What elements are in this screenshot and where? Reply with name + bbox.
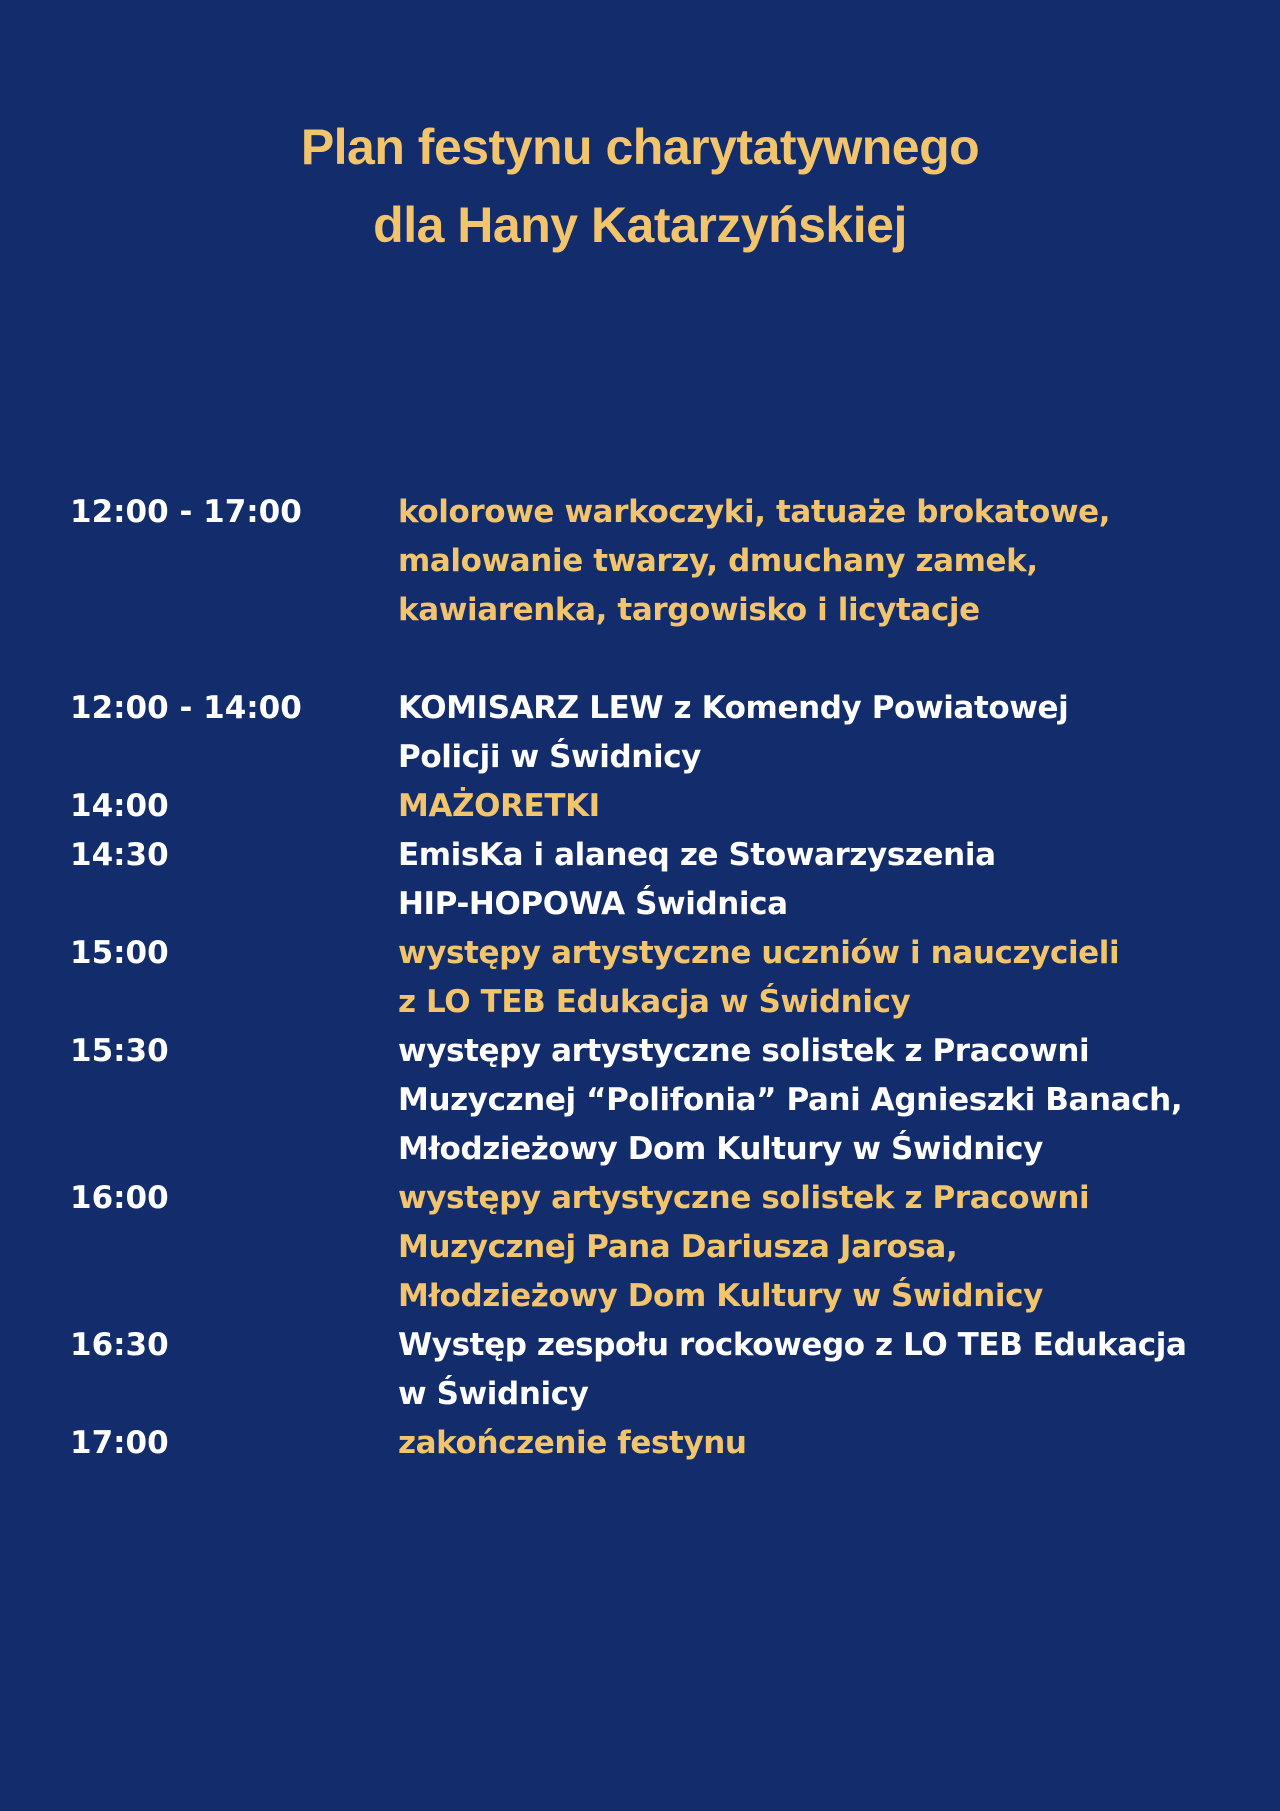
schedule-time: 16:00 bbox=[70, 1180, 169, 1216]
description-line: występy artystyczne uczniów i nauczycieli bbox=[398, 935, 1120, 971]
description-line: Występ zespołu rockowego z LO TEB Edukacja bbox=[398, 1327, 1187, 1363]
schedule-time: 14:30 bbox=[70, 837, 169, 873]
schedule-description bbox=[398, 929, 1228, 1027]
schedule-description bbox=[398, 831, 1228, 929]
description-line: Policji w Świdnicy bbox=[398, 739, 701, 775]
description-line: zakończenie festynu bbox=[398, 1425, 747, 1461]
description-line: malowanie twarzy, dmuchany zamek, bbox=[398, 543, 1038, 579]
description-line: Muzycznej Pana Dariusza Jarosa, bbox=[398, 1229, 958, 1265]
description-line: występy artystyczne solistek z Pracowni bbox=[398, 1033, 1090, 1069]
schedule-time: 15:30 bbox=[70, 1033, 169, 1069]
schedule-description bbox=[398, 488, 1228, 635]
description-line: kawiarenka, targowisko i licytacje bbox=[398, 592, 980, 628]
schedule-time: 14:00 bbox=[70, 788, 169, 824]
title-line-2: dla Hany Katarzyńskiej bbox=[373, 197, 907, 253]
description-line: EmisKa i alaneq ze Stowarzyszenia bbox=[398, 837, 996, 873]
description-line: z LO TEB Edukacja w Świdnicy bbox=[398, 984, 911, 1020]
schedule-time: 12:00 - 17:00 bbox=[70, 494, 302, 530]
schedule-description bbox=[398, 1321, 1228, 1419]
schedule-time: 16:30 bbox=[70, 1327, 169, 1363]
description-line: kolorowe warkoczyki, tatuaże brokatowe, bbox=[398, 494, 1111, 530]
description-line: w Świdnicy bbox=[398, 1376, 589, 1412]
schedule-description bbox=[398, 1027, 1228, 1174]
description-line: Muzycznej “Polifonia” Pani Agnieszki Banach, bbox=[398, 1082, 1183, 1118]
title-line-1: Plan festynu charytatywnego bbox=[300, 119, 980, 175]
description-line: KOMISARZ LEW z Komendy Powiatowej bbox=[398, 690, 1069, 726]
schedule-description bbox=[398, 684, 1228, 782]
schedule-description bbox=[398, 1419, 1228, 1468]
page-title bbox=[0, 108, 1280, 264]
description-line: występy artystyczne solistek z Pracowni bbox=[398, 1180, 1090, 1216]
description-line: HIP-HOPOWA Świdnica bbox=[398, 886, 788, 922]
schedule-description bbox=[398, 1174, 1228, 1321]
schedule-time: 12:00 - 14:00 bbox=[70, 690, 302, 726]
schedule-description bbox=[398, 782, 1228, 831]
description-line: MAŻORETKI bbox=[398, 788, 600, 824]
schedule-time: 17:00 bbox=[70, 1425, 169, 1461]
schedule-time: 15:00 bbox=[70, 935, 169, 971]
description-line: Młodzieżowy Dom Kultury w Świdnicy bbox=[398, 1131, 1043, 1167]
description-line: Młodzieżowy Dom Kultury w Świdnicy bbox=[398, 1278, 1043, 1314]
